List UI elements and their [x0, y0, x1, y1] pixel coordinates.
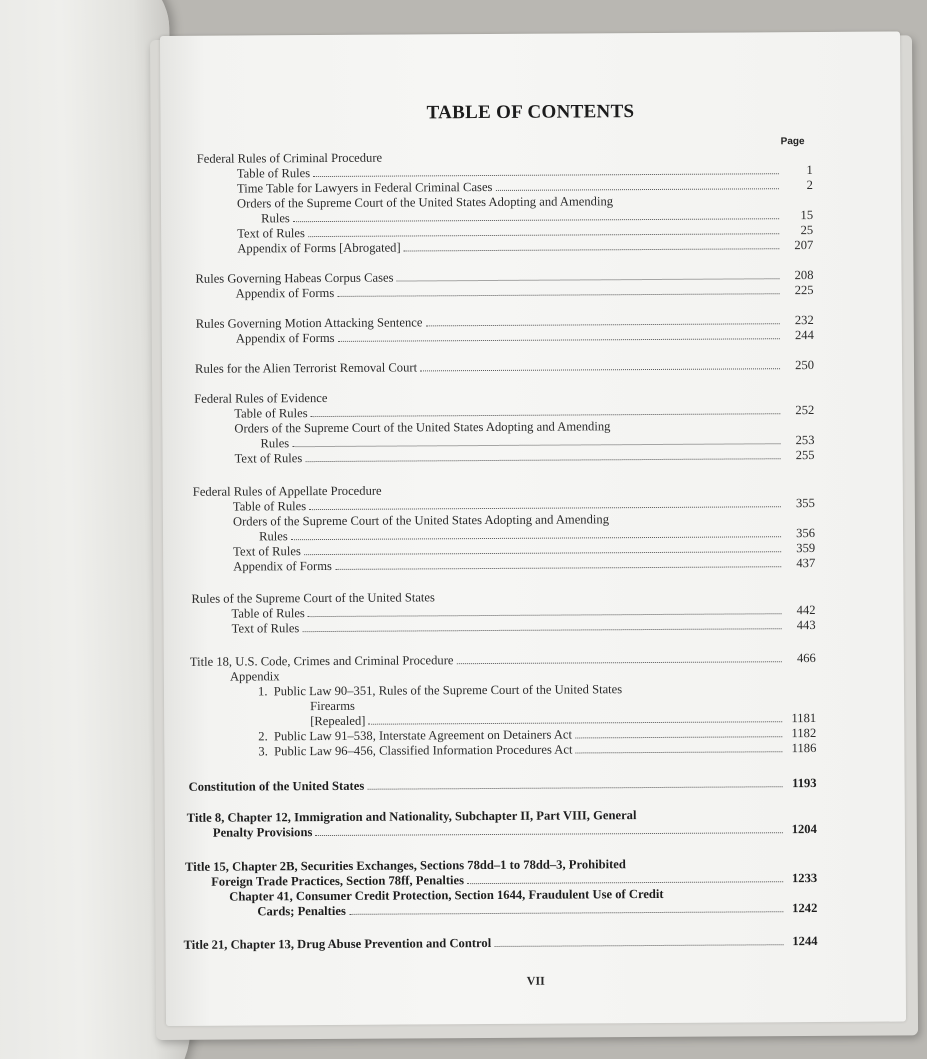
toc-entry: Table of Rules 252 — [234, 403, 815, 421]
section-title-fre: Federal Rules of Evidence — [194, 390, 328, 406]
toc-entry: Rules 15 — [261, 208, 814, 226]
toc-entry-title15-line1: Title 15, Chapter 2B, Securities Exchanges, Sections 78dd–1 to 78dd–3, Prohibited — [185, 857, 626, 874]
toc-entry-title15-ch41: Cards; Penalties 1242 — [257, 901, 818, 919]
toc-entry-line: Orders of the Supreme Court of the United States Adopting and Amending — [236, 194, 614, 211]
toc-entry: Appendix of Forms 437 — [233, 556, 816, 574]
toc-entry: Text of Rules 25 — [237, 223, 814, 241]
toc-entry: Appendix of Forms 225 — [235, 283, 814, 301]
toc-title: TABLE OF CONTENTS — [426, 101, 635, 124]
toc-entry: 3. Public Law 96–456, Classified Information Procedures Act 1186 — [258, 741, 817, 759]
toc-entry: [Repealed] 1181 — [310, 711, 817, 729]
toc-entry-alien-court: Rules for the Alien Terrorist Removal Court 250 — [194, 358, 815, 376]
toc-entry-habeas: Rules Governing Habeas Corpus Cases 208 — [195, 268, 814, 286]
toc-entry: Time Table for Lawyers in Federal Criminal Cases 2 — [236, 178, 813, 196]
toc-entry: Table of Rules 442 — [231, 603, 816, 621]
toc-entry: Appendix of Forms 244 — [235, 328, 814, 346]
toc-entry: Text of Rules 443 — [231, 618, 816, 636]
toc-entry-motion: Rules Governing Motion Attacking Sentence 232 — [195, 313, 814, 331]
toc-entry: Rules 253 — [260, 433, 815, 451]
toc-entry-line: Firearms — [310, 698, 355, 714]
toc-entry-title21: Title 21, Chapter 13, Drug Abuse Prevention and Control 1244 — [183, 934, 818, 952]
section-title-scotus: Rules of the Supreme Court of the United States — [191, 590, 435, 606]
section-title-frcp: Federal Rules of Criminal Procedure — [196, 150, 383, 166]
toc-entry: Text of Rules 359 — [233, 541, 816, 559]
toc-entry: Text of Rules 255 — [234, 448, 815, 466]
toc-entry-title18: Title 18, U.S. Code, Crimes and Criminal Procedure 466 — [189, 651, 816, 669]
toc-entry-title8-line1: Title 8, Chapter 12, Immigration and Nationality, Subchapter II, Part VIII, General — [186, 808, 637, 825]
toc-entry: Table of Rules 1 — [236, 163, 813, 181]
toc-entry: Appendix of Forms [Abrogated] 207 — [237, 238, 814, 256]
page-column-header: Page — [780, 136, 805, 148]
section-title-frap: Federal Rules of Appellate Procedure — [192, 483, 382, 499]
toc-entry-title15: Foreign Trade Practices, Section 78ff, Penalties 1233 — [211, 871, 818, 889]
appendix-label: Appendix — [229, 669, 280, 684]
toc-entry-line: Orders of the Supreme Court of the United States Adopting and Amending — [234, 419, 611, 436]
toc-entry-line: Orders of the Supreme Court of the United States Adopting and Amending — [232, 512, 610, 529]
toc-entry-line: 1. Public Law 90–351, Rules of the Supreme Court of the United States — [257, 682, 623, 699]
toc-page — [160, 31, 906, 1026]
toc-entry-title8: Penalty Provisions 1204 — [212, 822, 817, 840]
toc-entry: Rules 356 — [259, 526, 816, 544]
toc-entry-constitution: Constitution of the United States 1193 — [188, 776, 817, 794]
toc-entry: 2. Public Law 91–538, Interstate Agreement on Detainers Act 1182 — [258, 726, 817, 744]
toc-entry: Table of Rules 355 — [232, 496, 815, 514]
page-folio: VII — [526, 973, 545, 988]
toc-entry-title15-line3: Chapter 41, Consumer Credit Protection, Section 1644, Fraudulent Use of Credit — [229, 886, 664, 904]
